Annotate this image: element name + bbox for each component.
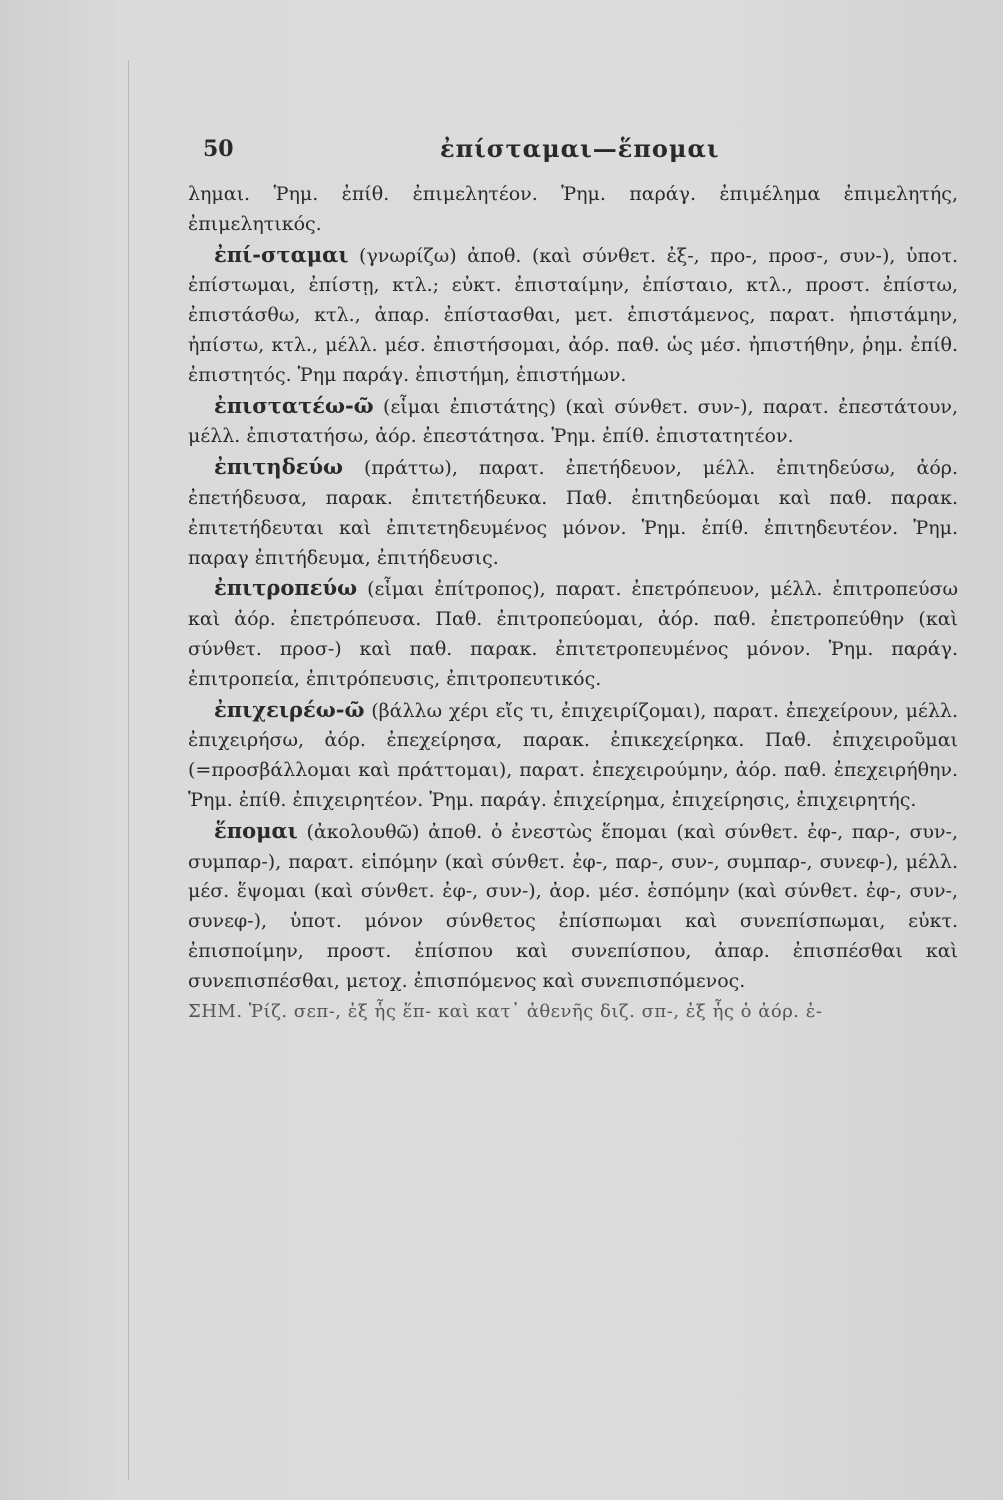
running-head: ἐπίσταμαι—ἕπομαι (440, 134, 720, 163)
entry-epitedeuo (188, 452, 958, 573)
entry-text: (βάλλω χέρι εἴς τι, ἐπιχειρίζομαι), παρατ. ἐπεχείρουν, μέλλ. ἐπιχειρήσω, ἀόρ. ἐπεχείρησα, παρακ. ἐπικεχείρηκα. Παθ. ἐπιχειροῦμαι (=προσβάλλομαι καὶ πράττομαι), παρατ. ἐπεχειρούμην, ἀόρ. παθ. ἐπεχειρήθην. Ῥημ. ἐπίθ. ἐπιχειρητέον. Ῥημ. παράγ. ἐπιχείρημα, ἐπιχείρησις, ἐπιχειρητής. (188, 699, 958, 811)
binding-shadow (128, 60, 129, 1480)
intro-paragraph: λημαι. Ῥημ. ἐπίθ. ἐπιμελητέον. Ῥημ. παράγ. ἐπιμέλημα ἐπιμελητής, ἐπιμελητικός. (188, 183, 958, 235)
entry-epistamai (188, 240, 958, 391)
page-body (188, 180, 958, 1026)
entry-headword: ἐπιτηδεύω (214, 454, 344, 480)
footnote: ΣΗΜ. Ῥίζ. σεπ-, ἐξ ἧς ἕπ- καὶ κατ᾽ ἀθενῆς διζ. σπ-, ἐξ ἧς ὁ ἀόρ. ἐ- (188, 1000, 823, 1022)
entry-headword: ἐπί-σταμαι (214, 241, 349, 267)
entry-text: (ἀκολουθῶ) ἀποθ. ὁ ἐνεστὼς ἕπομαι (καὶ σύνθετ. ἐφ-, παρ-, συν-, συμπαρ-), παρατ. εἱπόμην (καὶ σύνθετ. ἐφ-, παρ-, συν-, συμπαρ-, συνεφ-), μέλλ. μέσ. ἕψομαι (καὶ σύνθετ. ἐφ-, συν-), ἀορ. μέσ. ἑσπόμην (καὶ σύνθετ. ἐφ-, συν-, συνεφ-), ὑποτ. μόνον σύνθετος ἐπίσπωμαι καὶ συνεπίσπωμαι, εὐκτ. ἐπισποίμην, προστ. ἐπίσπου καὶ συνεπίσπου, ἀπαρ. ἐπισπέσθαι καὶ συνεπισπέσθαι, μετοχ. ἐπισπόμενος καὶ συνεπισπόμενος. (188, 820, 958, 992)
entry-epicheireo (188, 695, 958, 816)
entry-text: (γνωρίζω) ἀποθ. (καὶ σύνθετ. ἐξ-, προ-, προσ-, συν-), ὑποτ. ἐπίστωμαι, ἐπίστῃ, κτλ.; εὐκτ. ἐπισταίμην, ἐπίσταιο, κτλ., προστ. ἐπίστω, ἐπιστάσθω, κτλ., ἀπαρ. ἐπίστασθαι, μετ. ἐπιστάμενος, παρατ. ἠπιστάμην, ἠπίστω, κτλ., μέλλ. μέσ. ἐπιστήσομαι, ἀόρ. παθ. ὡς μέσ. ἠπιστήθην, ῥημ. ἐπίθ. ἐπιστητός. Ῥημ παράγ. ἐπιστήμη, ἐπιστήμων. (188, 244, 958, 386)
entry-headword: ἐπιστατέω-ῶ (214, 392, 374, 418)
entry-epitropeuo (188, 573, 958, 694)
entry-text: (εἶμαι ἐπίτροπος), παρατ. ἐπετρόπευον, μέλλ. ἐπιτροπεύσω καὶ ἀόρ. ἐπετρόπευσα. Παθ. ἐπιτροπεύομαι, ἀόρ. παθ. ἐπετροπεύθην (καὶ σύνθετ. προσ-) καὶ παθ. παρακ. ἐπιτετροπευμένος μόνον. Ῥημ. παράγ. ἐπιτροπεία, ἐπιτρόπευσις, ἐπιτροπευτικός. (188, 578, 958, 690)
entry-epistateo (188, 391, 958, 453)
entry-headword: ἐπιχειρέω-ῶ (214, 696, 365, 722)
page-number: 50 (203, 136, 234, 162)
entry-text: (πράττω), παρατ. ἐπετήδευον, μέλλ. ἐπιτηδεύσω, ἀόρ. ἐπετήδευσα, παρακ. ἐπιτετήδευκα. Παθ. ἐπιτηδεύομαι καὶ παθ. παρακ. ἐπιτετήδευται καὶ ἐπιτετηδευμένος μόνον. Ῥημ. ἐπίθ. ἐπιτηδευτέον. Ῥημ. παραγ ἐπιτήδευμα, ἐπιτήδευσις. (188, 457, 958, 569)
entry-headword: ἐπιτροπεύω (214, 575, 358, 601)
entry-headword: ἕπομαι (214, 817, 298, 843)
entry-text: (εἶμαι ἐπιστάτης) (καὶ σύνθετ. συν-), παρατ. ἐπεστάτουν, μέλλ. ἐπιστατήσω, ἀόρ. ἐπεστάτησα. Ῥημ. ἐπίθ. ἐπιστατητέον. (188, 395, 958, 448)
entry-hepomai (188, 816, 958, 997)
